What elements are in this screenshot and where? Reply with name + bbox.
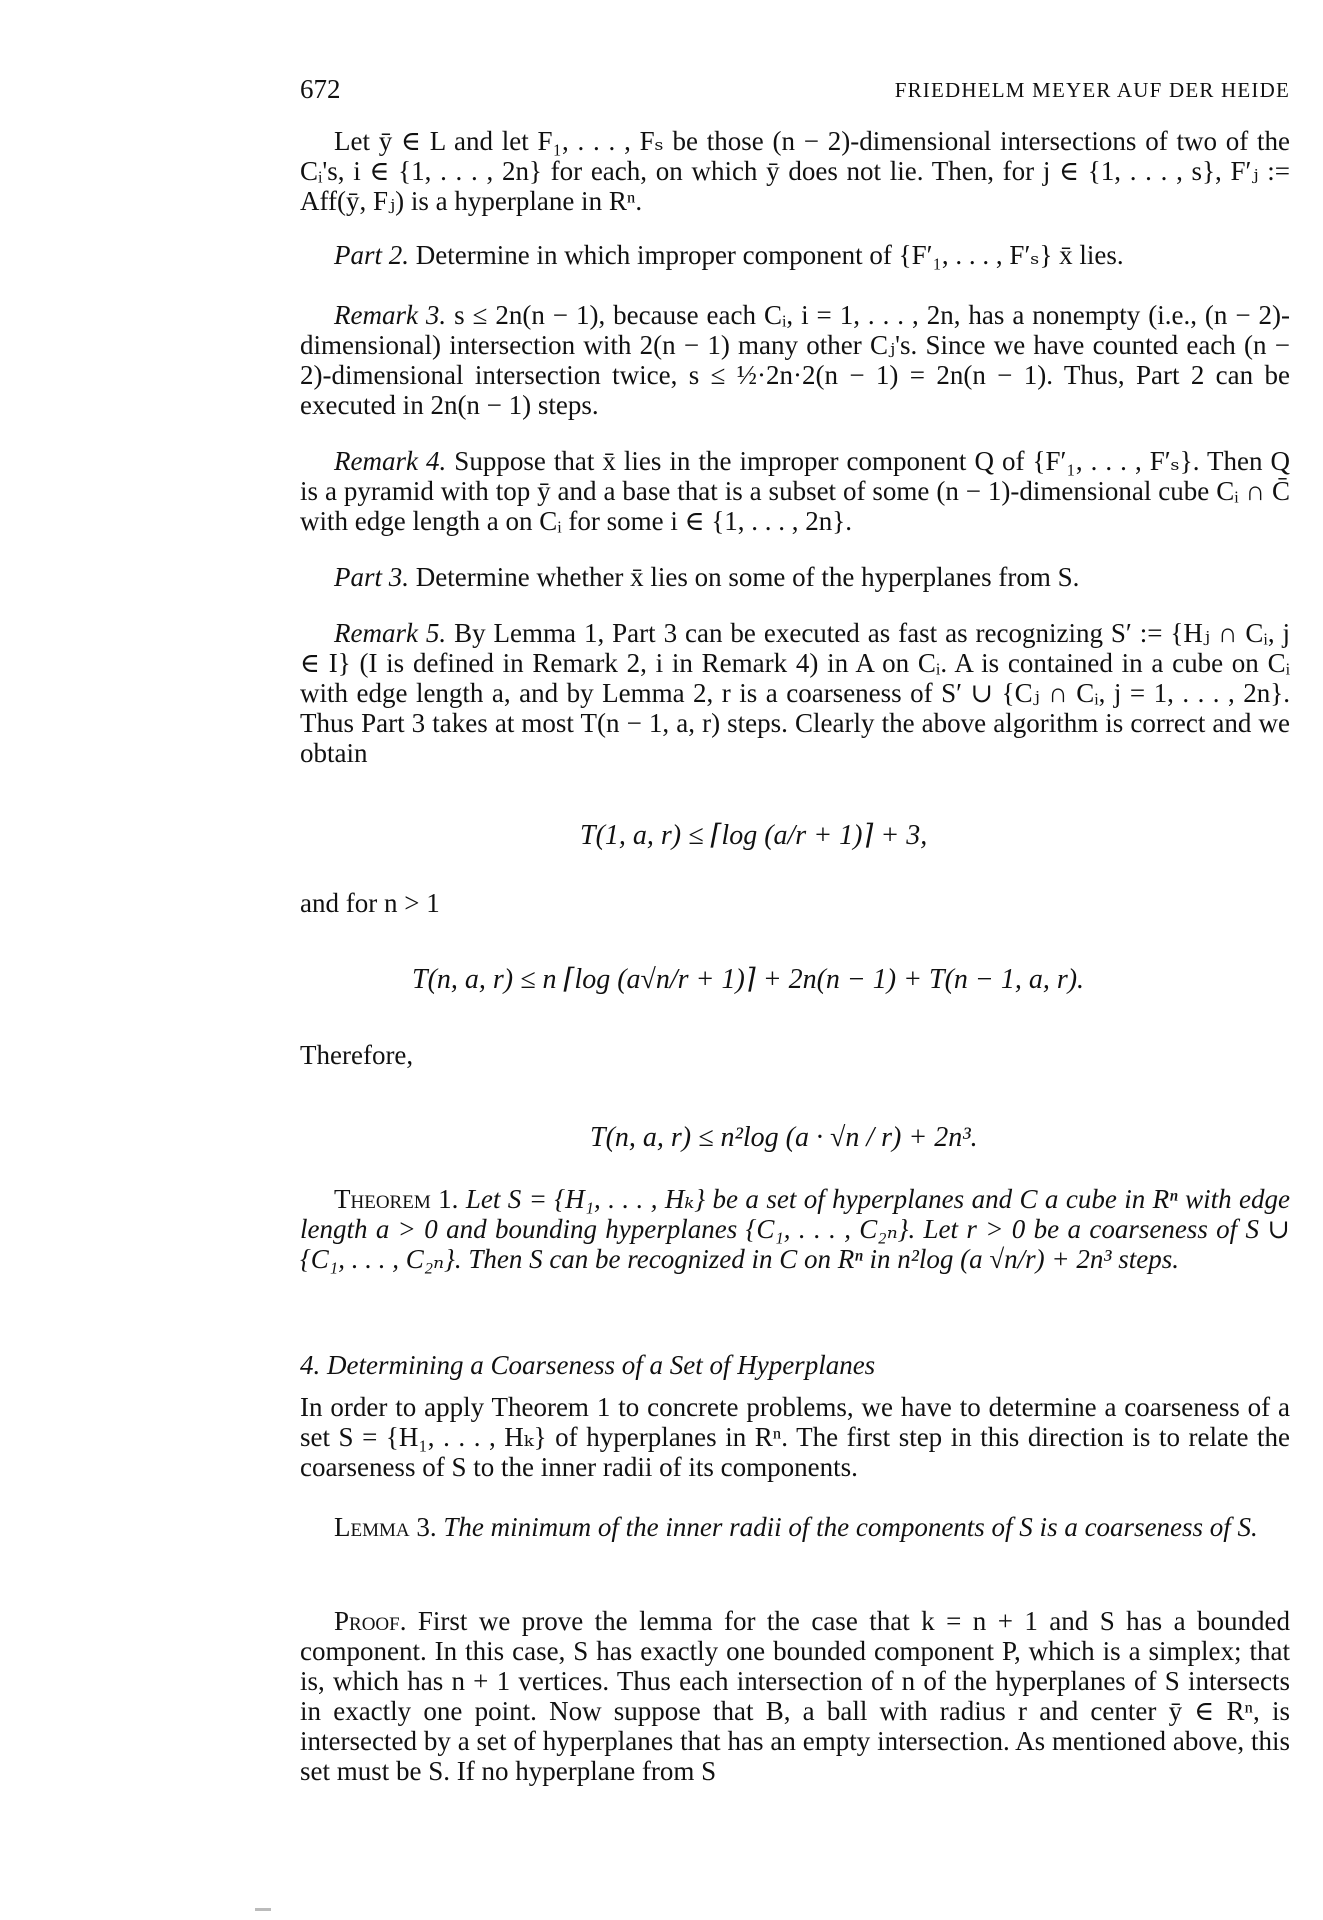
part2-text: Determine in which improper component of {F′₁, . . . , F′ₛ} x̄ lies.	[415, 240, 1124, 270]
paragraph-remark4	[300, 446, 1290, 536]
equation-bound: T(n, a, r) ≤ n²log (a · √n / r) + 2n³.	[590, 1122, 978, 1153]
page-number: 672	[300, 74, 341, 104]
paragraph-part3	[300, 562, 1290, 592]
lemma-3	[300, 1512, 1290, 1542]
text-and-for: and for n > 1	[300, 888, 440, 918]
remark5-label: Remark 5.	[334, 618, 447, 648]
theorem-text: Let S = {H₁, . . . , Hₖ} be a set of hyperplanes and C a cube in Rⁿ with edge length a > 0 and bounding hyperplanes {C₁, . . . , C₂ₙ}. Let r > 0 be a coarseness of S ∪ {C₁, . . . , C₂ₙ}. Then S can be recognized in C on Rⁿ in n²log (a √n/r) + 2n³ steps.	[300, 1184, 1291, 1274]
remark3-text: s ≤ 2n(n − 1), because each Cᵢ, i = 1, . . . , 2n, has a nonempty (i.e., (n − 2)-dimensional) intersection with 2(n − 1) many other Cⱼ's. Since we have counted each (n − 2)-dimensional intersection twice, s ≤ ½·2n·2(n − 1) = 2n(n − 1). Thus, Part 2 can be executed in 2n(n − 1) steps.	[300, 300, 1290, 420]
scan-mark	[255, 1908, 271, 1911]
remark5-text: By Lemma 1, Part 3 can be executed as fast as recognizing S′ := {Hⱼ ∩ Cᵢ, j ∈ I} (I is defined in Remark 2, i in Remark 4) in A on Cᵢ. A is contained in a cube on Cᵢ with edge length a, and by Lemma 2, r is a coarseness of S′ ∪ {Cⱼ ∩ Cᵢ, j = 1, . . . , 2n}. Thus Part 3 takes at most T(n − 1, a, r) steps. Clearly the above algorithm is correct and we obtain	[300, 618, 1291, 768]
paragraph-remark3	[300, 300, 1290, 420]
part3-text: Determine whether x̄ lies on some of the hyperplanes from S.	[415, 562, 1080, 592]
page-header	[300, 74, 1290, 114]
proof-text: First we prove the lemma for the case that k = n + 1 and S has a bounded component. In this case, S has exactly one bounded component P, which is a simplex; that is, which has n + 1 vertices. Thus each intersection of n of the hyperplanes of S intersects in exactly one point. Now suppose that B, a ball with radius r and center ȳ ∈ Rⁿ, is intersected by a set of hyperplanes that has an empty intersection. As mentioned above, this set must be S. If no hyperplane from S	[300, 1606, 1290, 1786]
paragraph-part2	[300, 240, 1290, 270]
theorem-1	[300, 1184, 1290, 1274]
paragraph-remark5	[300, 618, 1290, 768]
part3-label: Part 3.	[334, 562, 410, 592]
proof-label: Proof.	[334, 1606, 407, 1636]
section-heading: 4. Determining a Coarseness of a Set of Hyperplanes	[300, 1350, 876, 1380]
paragraph-intersections: Let ȳ ∈ L and let F₁, . . . , Fₛ be those (n − 2)-dimensional intersections of two of the Cᵢ's, i ∈ {1, . . . , 2n} for each, on which ȳ does not lie. Then, for j ∈ {1, . . . , s}, F′ⱼ := Aff(ȳ, Fⱼ) is a hyperplane in Rⁿ.	[300, 126, 1290, 216]
running-head: FRIEDHELM MEYER AUF DER HEIDE	[894, 78, 1290, 102]
lemma-text: The minimum of the inner radii of the components of S is a coarseness of S.	[443, 1512, 1258, 1542]
equation-recurrence: T(n, a, r) ≤ n ⌈log (a√n/r + 1)⌉ + 2n(n − 1) + T(n − 1, a, r).	[412, 964, 1085, 995]
text-therefore: Therefore,	[300, 1040, 414, 1070]
remark3-label: Remark 3.	[334, 300, 447, 330]
part2-label: Part 2.	[334, 240, 410, 270]
theorem-label: Theorem 1.	[334, 1184, 459, 1214]
equation-base-case: T(1, a, r) ≤ ⌈log (a/r + 1)⌉ + 3,	[580, 820, 928, 851]
paragraph-section-intro: In order to apply Theorem 1 to concrete problems, we have to determine a coarseness of a set S = {H₁, . . . , Hₖ} of hyperplanes in Rⁿ. The first step in this direction is to relate the coarseness of S to the inner radii of its components.	[300, 1392, 1290, 1482]
lemma-label: Lemma 3.	[334, 1512, 437, 1542]
proof-paragraph	[300, 1606, 1290, 1786]
remark4-label: Remark 4.	[334, 446, 447, 476]
remark4-text: Suppose that x̄ lies in the improper component Q of {F′₁, . . . , F′ₛ}. Then Q is a pyramid with top ȳ and a base that is a subset of some (n − 1)-dimensional cube Cᵢ ∩ C̄ with edge length a on Cᵢ for some i ∈ {1, . . . , 2n}.	[300, 446, 1291, 536]
